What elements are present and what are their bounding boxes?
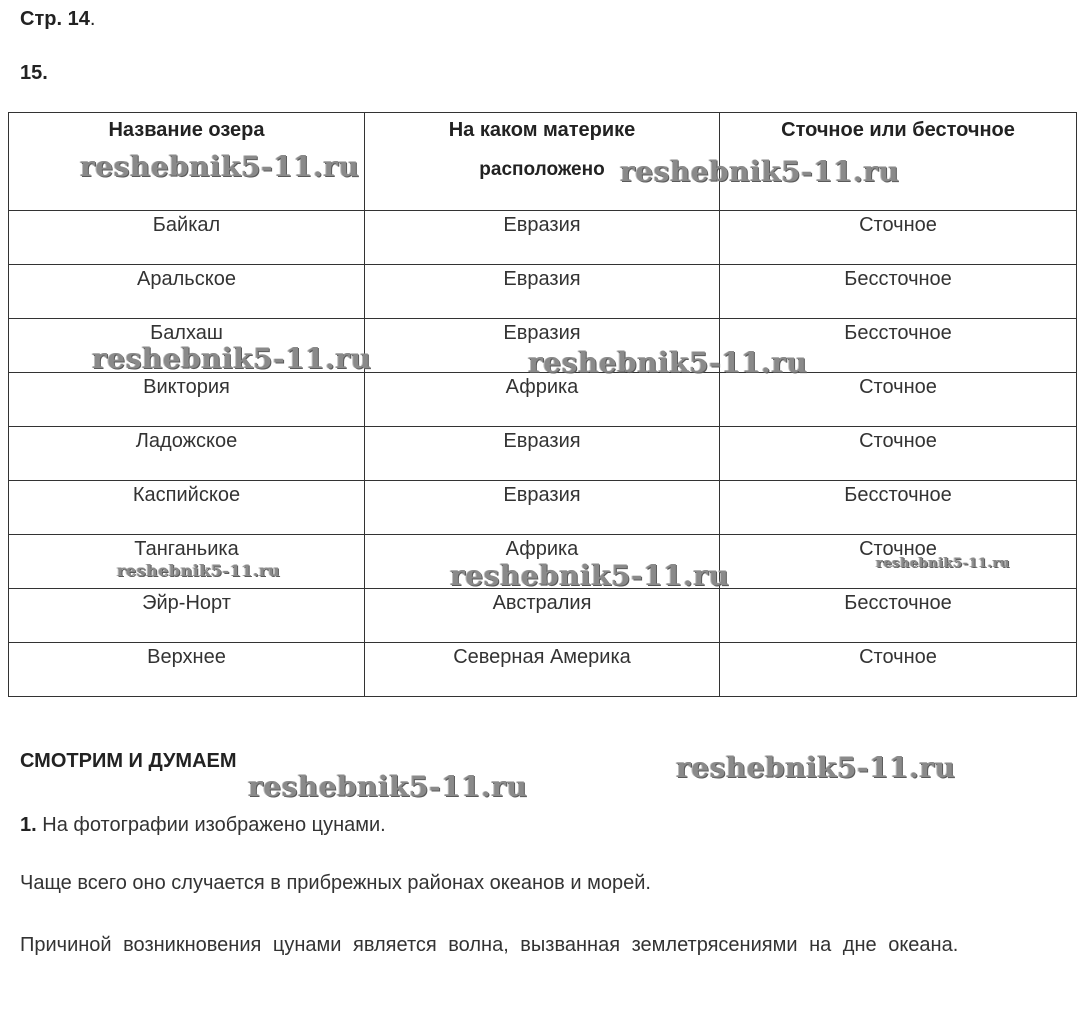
table-row	[9, 265, 1077, 319]
page-reference-dot: .	[89, 8, 96, 30]
table-row	[9, 481, 1077, 535]
lake-name-cell: Эйр-Норт	[9, 589, 365, 643]
task-number: 15.	[20, 62, 48, 84]
table-row	[9, 535, 1077, 589]
header-lake-name-text: Название озера	[108, 119, 265, 141]
table-row	[9, 373, 1077, 427]
lakes-table	[8, 112, 1077, 697]
watermark: reshebnik5-11.ru	[248, 770, 528, 803]
page-reference-label: Стр. 14	[20, 8, 90, 30]
question-1-number: 1.	[20, 814, 37, 836]
lake-name-cell: Виктория	[9, 373, 365, 427]
drainage-cell: Сточное	[720, 643, 1077, 697]
watermark: reshebnik5-11.ru	[676, 751, 956, 784]
continent-cell: Евразия	[365, 427, 720, 481]
continent-cell: Евразия	[365, 319, 720, 373]
header-drainage	[720, 113, 1077, 211]
table-row	[9, 589, 1077, 643]
table-row	[9, 319, 1077, 373]
watermark: reshebnik5-11.ru	[620, 155, 900, 188]
lake-name-cell: Байкал	[9, 211, 365, 265]
question-1-text: На фотографии изображено цунами.	[42, 814, 386, 836]
answer-paragraph-3: Причиной возникновения цунами является волна, вызванная землетрясениями на дне океана.	[20, 934, 959, 956]
continent-cell: Африка	[365, 535, 720, 589]
lake-name-cell: Аральское	[9, 265, 365, 319]
drainage-cell: Сточное	[720, 427, 1077, 481]
continent-cell: Евразия	[365, 481, 720, 535]
header-drainage-text: Сточное или бесточное	[781, 119, 1015, 141]
drainage-cell: Бессточное	[720, 589, 1077, 643]
watermark: reshebnik5-11.ru	[450, 559, 730, 592]
drainage-cell: Бессточное	[720, 265, 1077, 319]
question-1	[20, 814, 386, 837]
continent-cell: Австралия	[365, 589, 720, 643]
continent-cell: Евразия	[365, 265, 720, 319]
continent-cell: Африка	[365, 373, 720, 427]
header-continent-line2: расположено	[479, 159, 605, 180]
drainage-cell: Бессточное	[720, 319, 1077, 373]
lake-name-cell: Балхаш	[9, 319, 365, 373]
drainage-cell: Бессточное	[720, 481, 1077, 535]
watermark: reshebnik5-11.ru	[92, 342, 372, 375]
answer-paragraph-2: Чаще всего оно случается в прибрежных районах океанов и морей.	[20, 872, 651, 894]
page-reference	[20, 8, 95, 31]
table-row	[9, 643, 1077, 697]
table-row	[9, 427, 1077, 481]
lake-name-cell: Ладожское	[9, 427, 365, 481]
table-row	[9, 211, 1077, 265]
watermark: reshebnik5-11.ru	[528, 346, 808, 379]
continent-cell: Евразия	[365, 211, 720, 265]
header-lake-name	[9, 113, 365, 211]
header-continent	[365, 113, 720, 211]
drainage-cell: Сточное	[720, 211, 1077, 265]
continent-cell: Северная Америка	[365, 643, 720, 697]
lake-name-cell: Танганьика	[9, 535, 365, 589]
watermark: reshebnik5-11.ru	[117, 561, 281, 580]
watermark: reshebnik5-11.ru	[876, 556, 1011, 571]
section-title: СМОТРИМ И ДУМАЕМ	[20, 750, 237, 772]
drainage-cell: Сточное	[720, 373, 1077, 427]
lake-name-cell: Верхнее	[9, 643, 365, 697]
lake-name-cell: Каспийское	[9, 481, 365, 535]
drainage-cell: Сточное	[720, 535, 1077, 589]
table-header-row	[9, 113, 1077, 211]
header-continent-text: На каком материке	[448, 119, 636, 141]
watermark: reshebnik5-11.ru	[80, 150, 360, 183]
